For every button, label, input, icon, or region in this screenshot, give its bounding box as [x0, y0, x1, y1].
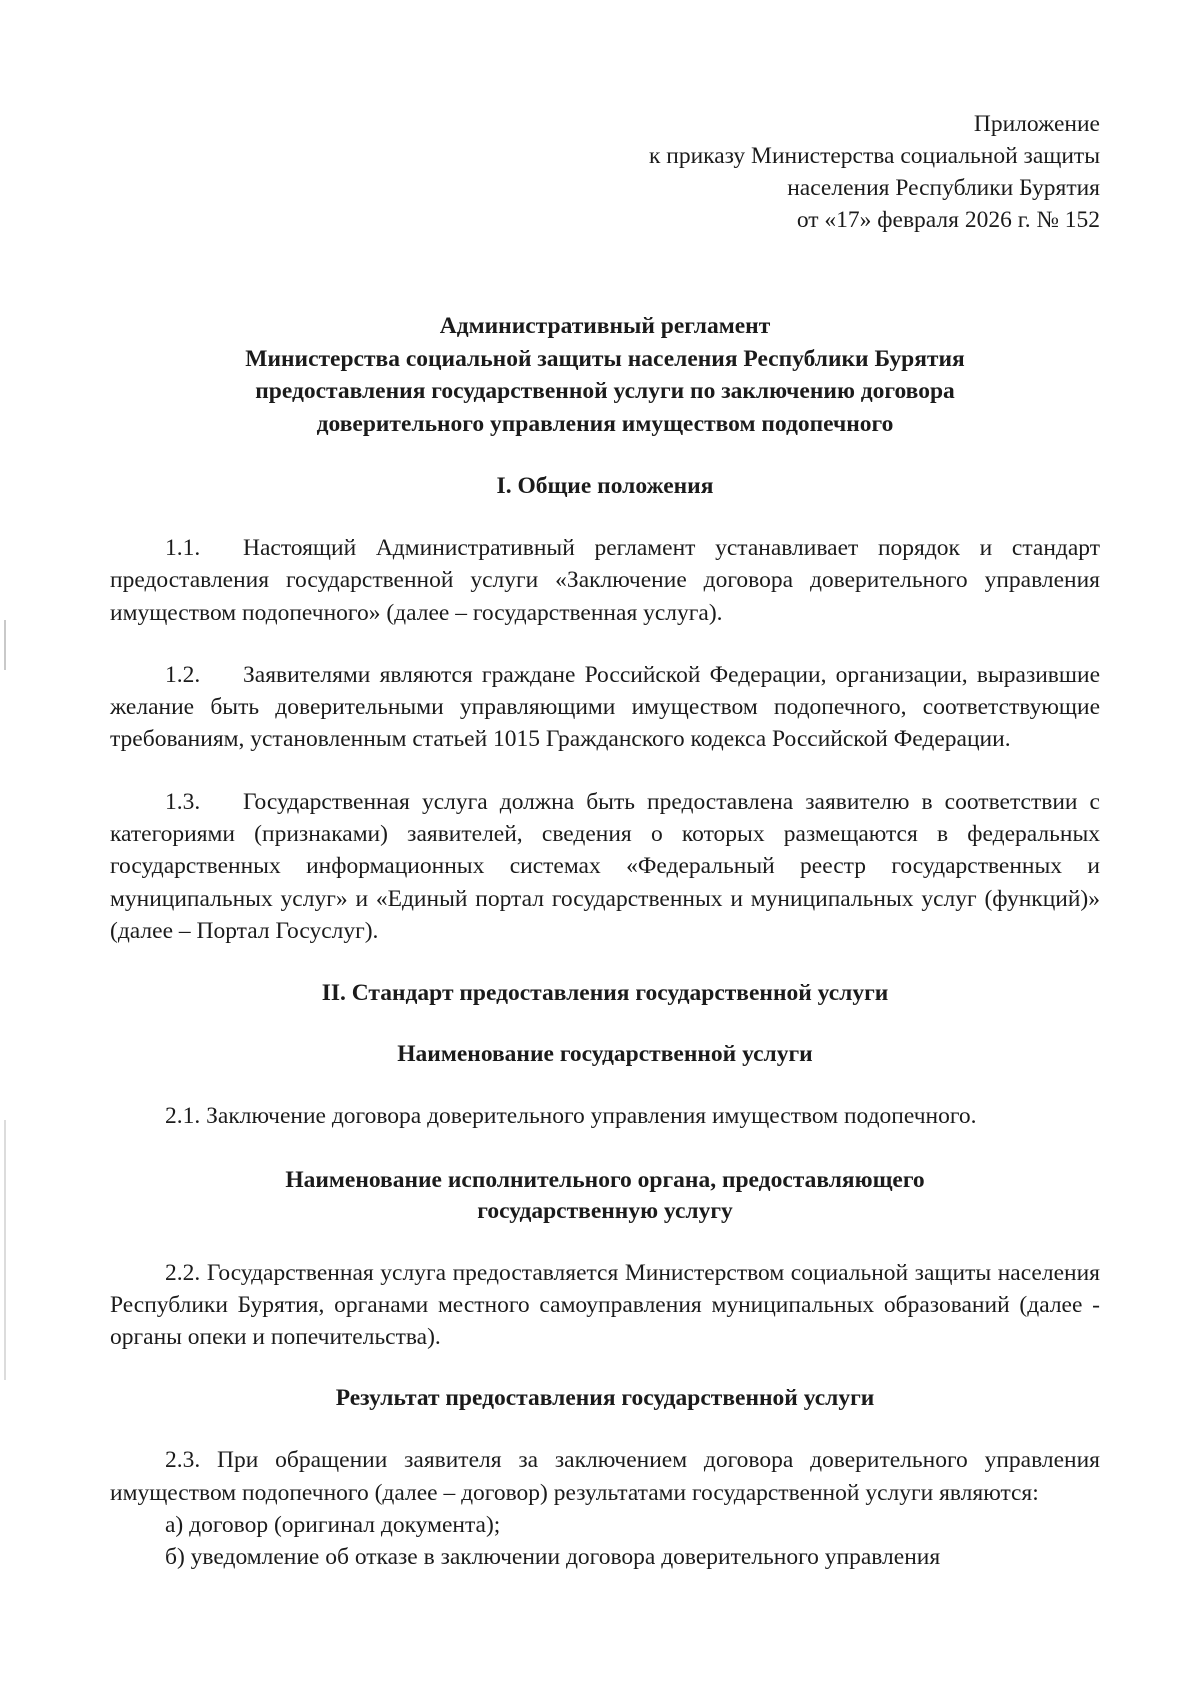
subheading-executive-body	[110, 1165, 1100, 1227]
subheading-service-name: Наименование государственной услуги	[397, 1041, 813, 1068]
paragraph-number: 1.1.	[165, 535, 201, 561]
list-item-a: а) договор (оригинал документа);	[165, 1512, 501, 1539]
subheading-line: государственную услугу	[477, 1197, 733, 1224]
subheading-result: Результат предоставления государственной услуги	[335, 1385, 875, 1412]
paragraph-text: Настоящий Административный регламент устанавливает порядок и стандарт предоставления государственной услуги «Заключение договора доверительного управления имуществом подопечного» (далее – государственная услуга).	[110, 535, 1100, 626]
document-page	[110, 108, 1100, 1574]
section-heading-2: II. Стандарт предоставления государственной услуги	[321, 980, 889, 1007]
appendix-line: к приказу Министерства социальной защиты	[648, 143, 1100, 169]
title-line: Административный регламент	[439, 313, 771, 339]
paragraph-number: 1.2.	[165, 661, 201, 688]
scan-edge-mark	[4, 1120, 6, 1380]
paragraph-text: Заявителями являются граждане Российской Федерации, организации, выразившие желание быть доверительными управляющими имуществом подопечного, соответствующие требованиям, установленным статьей 1015 Гражданского кодекса Российской Федерации.	[110, 661, 1100, 753]
appendix-block	[110, 108, 1100, 236]
paragraph-2-1: 2.1. Заключение договора доверительного управления имуществом подопечного.	[165, 1103, 977, 1130]
section-heading-1: I. Общие положения	[496, 473, 714, 499]
title-line: Министерства социальной защиты населения Республики Бурятия	[245, 345, 965, 372]
paragraph-2-2: 2.2. Государственная услуга предоставляется Министерством социальной защиты населения Республики Бурятия, органами местного самоуправления муниципальных образований (далее - органы опеки и попечительства).	[110, 1259, 1100, 1351]
appendix-line: населения Республики Бурятия	[787, 175, 1100, 201]
title-line: предоставления государственной услуги по заключению договора	[255, 378, 955, 404]
scan-edge-mark	[4, 620, 6, 670]
paragraph-1-2	[110, 659, 1100, 756]
subheading-line: Наименование исполнительного органа, предоставляющего	[285, 1166, 925, 1193]
title-line: доверительного управления имуществом подопечного	[316, 410, 894, 437]
list-item-b: б) уведомление об отказе в заключении договора доверительного управления	[165, 1544, 941, 1571]
paragraph-2-3: 2.3. При обращении заявителя за заключением договора доверительного управления имуществом подопечного (далее – договор) результатами государственной услуги являются:	[110, 1447, 1100, 1506]
appendix-line: от «17» февраля 2026 г. № 152	[796, 207, 1100, 233]
paragraph-1-1	[110, 532, 1100, 629]
document-title	[110, 310, 1100, 440]
paragraph-1-3	[110, 786, 1100, 947]
appendix-line: Приложение	[973, 111, 1100, 137]
paragraph-number: 1.3.	[165, 788, 201, 815]
paragraph-text: Государственная услуга должна быть предоставлена заявителю в соответствии с категориями (признаками) заявителей, сведения о которых размещаются в федеральных государственных информационных системах «Федеральный реестр государственных и муниципальных услуг» и «Единый портал государственных и муниципальных услуг (функций)» (далее – Портал Госуслуг).	[110, 788, 1100, 944]
